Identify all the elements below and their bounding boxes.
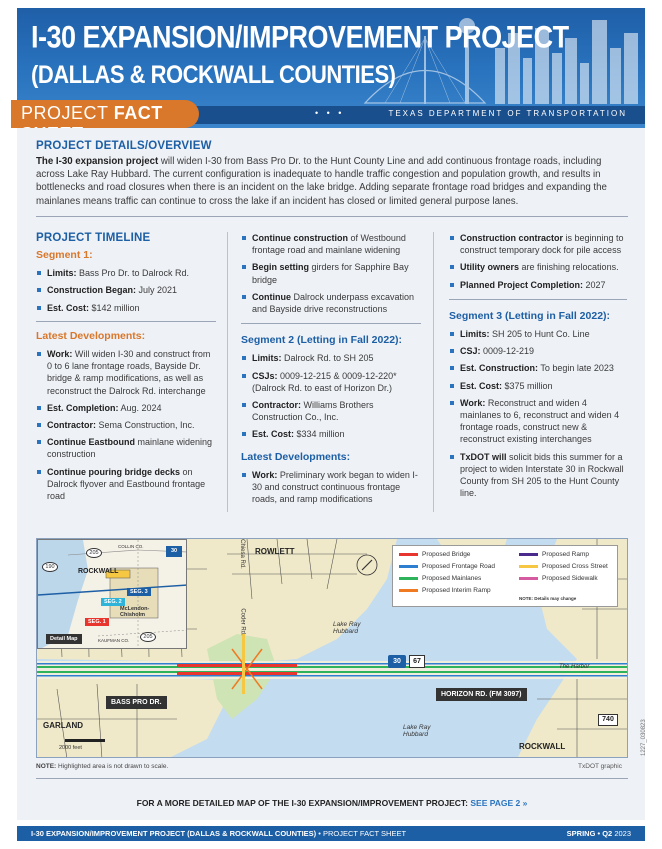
overview-text: will widen I-30 from Bass Pro Dr. to the Hunt County Line and add continuous frontage roads, including across Lake Ray Hubbard. The current configuration is inadequate to handle traffic congestion and population growth, and results in bottlenecks and road closures when there is an incident on the lake bridge. Adding separate frontage road bridges and expanding the mainlanes means traffic can continue to cross the lake if an incident has closed or limited general purpose lanes. (36, 156, 607, 207)
list-item: Contractor: Williams Brothers Construction Co., Inc. (241, 399, 421, 423)
legend-item: Proposed Cross Street (519, 563, 608, 570)
legend-item: Proposed Frontage Road (399, 563, 495, 570)
list-item: Construction Began: July 2021 (36, 284, 216, 296)
divider (36, 778, 628, 779)
inset-graphic (38, 540, 187, 649)
inset-mclendon: McLendon-Chisholm (120, 606, 150, 618)
divider (36, 321, 216, 322)
list-item: Begin setting girders for Sapphire Bay bridge (241, 261, 421, 285)
inset-detail-map (37, 539, 187, 649)
segment-1-dev-list-cont (241, 232, 421, 315)
list-item: Work: Preliminary work began to widen I-30 and construct continuous frontage roads, and ramp modifications (241, 469, 421, 506)
segment-2-dev-list (241, 469, 421, 506)
list-item: CSJs: 0009-12-215 & 0009-12-220* (Dalrock Rd. to east of Horizon Dr.) (241, 370, 421, 394)
inset-seg2: SEG. 2 (101, 598, 125, 606)
segment-1-title: Segment 1: (36, 249, 93, 261)
divider (241, 323, 421, 324)
list-item: Construction contractor is beginning to construct temporary dock for pile access (449, 232, 627, 256)
segment-1-dev-list (36, 348, 216, 502)
legend-swatch (519, 565, 538, 568)
legend-swatch (519, 553, 538, 556)
inset-i30-icon: 30 (166, 546, 182, 557)
road-chiesa: Chiesa Rd. (238, 539, 245, 569)
title-line-2: (DALLAS & ROCKWALL COUNTIES) (31, 60, 396, 89)
inset-route-190-icon: 190 (42, 562, 58, 572)
lake-label-2: Lake Ray Hubbard (403, 724, 431, 738)
list-item: Est. Cost: $142 million (36, 302, 216, 314)
us67-shield-icon: 67 (409, 655, 425, 668)
list-item: Est. Cost: $334 million (241, 428, 421, 440)
list-item: Work: Reconstruct and widen 4 mainlanes to 6, reconstruct and widen 4 frontage roads, construct new & reconstruct existing interchanges (449, 397, 627, 446)
list-item: Continue construction of Westbound frontage road and mainlane widening (241, 232, 421, 256)
list-item: Limits: Bass Pro Dr. to Dalrock Rd. (36, 267, 216, 279)
list-item: Est. Construction: To begin late 2023 (449, 362, 627, 374)
see-page-2-link[interactable]: SEE PAGE 2 » (470, 798, 528, 808)
list-item: Planned Project Completion: 2027 (449, 279, 627, 291)
fact-tab-bold: FACT (113, 103, 163, 123)
lake-label-1: Lake Ray Hubbard (333, 621, 361, 635)
map-note: NOTE: Highlighted area is not drawn to scale. (36, 763, 169, 770)
horizon-label: HORIZON RD. (FM 3097) (436, 688, 527, 701)
inset-kaufman-label: KAUFMAN CO. (98, 638, 130, 643)
timeline-column-2 (241, 232, 421, 510)
see-page-2-line: FOR A MORE DETAILED MAP OF THE I-30 EXPANSION/IMPROVEMENT PROJECT: SEE PAGE 2 » (136, 798, 528, 808)
legend-item: Proposed Bridge (399, 551, 470, 558)
bass-pro-label: BASS PRO DR. (106, 696, 167, 709)
legend-item: Proposed Mainlanes (399, 575, 481, 582)
inset-detail-label: Detail Map (46, 634, 82, 644)
decorative-dots: • • • (315, 108, 345, 118)
harbor-label: The Harbor (559, 664, 590, 670)
list-item: Limits: SH 205 to Hunt Co. Line (449, 328, 627, 340)
list-item: Continue pouring bridge decks on Dalrock flyover and Eastbound frontage road (36, 466, 216, 503)
fm740-shield-icon: 740 (598, 714, 618, 726)
segment-1-dev-title: Latest Developments: (36, 329, 146, 342)
column-divider (227, 232, 228, 512)
legend-swatch (399, 589, 418, 592)
legend-item: Proposed Interim Ramp (399, 587, 491, 594)
place-rockwall: ROCKWALL (519, 742, 566, 751)
divider (36, 216, 628, 217)
legend-swatch (519, 577, 538, 580)
segment-3-list (449, 328, 627, 499)
overview-lead: The I-30 expansion project (36, 156, 159, 167)
inset-rockwall: ROCKWALL (78, 568, 119, 575)
inset-seg1: SEG. 1 (85, 618, 109, 626)
list-item: Continue Dalrock underpass excavation and Bayside drive reconstructions (241, 291, 421, 315)
legend-note: NOTE: Details may change (519, 596, 577, 601)
document-code: 1227_030823 (641, 719, 647, 756)
footer-left: I-30 EXPANSION/IMPROVEMENT PROJECT (DALLAS & ROCKWALL COUNTIES) • PROJECT FACT SHEET (31, 829, 407, 838)
list-item: Continue Eastbound mainlane widening construction (36, 436, 216, 460)
inset-seg3: SEG. 3 (127, 588, 151, 596)
overview-paragraph (36, 155, 628, 208)
divider (449, 299, 627, 300)
i30-shield-icon: 30 (388, 655, 406, 668)
fact-tab-light: PROJECT (21, 103, 114, 123)
legend-swatch (399, 553, 418, 556)
timeline-heading: PROJECT TIMELINE (36, 232, 151, 244)
list-item: TxDOT will solicit bids this summer for a project to widen Interstate 30 in Rockwall County from SH 205 to the Hunt County line. (449, 451, 627, 500)
list-item: Est. Completion: Aug. 2024 (36, 402, 216, 414)
segment-2-dev-list-cont (449, 232, 627, 291)
segment-2-title: Segment 2 (Letting in Fall 2022): (241, 334, 403, 347)
inset-route-205-icon: 205 (86, 548, 102, 558)
segment-1-list (36, 267, 216, 314)
map-credit: TxDOT graphic (578, 763, 622, 770)
list-item: Limits: Dalrock Rd. to SH 205 (241, 352, 421, 364)
legend-swatch (399, 577, 418, 580)
title-line-1: I-30 EXPANSION/IMPROVEMENT PROJECT (31, 20, 569, 55)
list-item: Work: Will widen I-30 and construct from 0 to 6 lane frontage roads, Bayside Dr. bridge & ramp modifications, as well as reconstruct the Dalrock Rd. interchange (36, 348, 216, 397)
place-rowlett: ROWLETT (255, 547, 295, 556)
list-item: Utility owners are finishing relocations. (449, 261, 627, 273)
agency-name: TEXAS DEPARTMENT OF TRANSPORTATION (388, 109, 627, 118)
timeline-column-1 (36, 249, 216, 507)
map-legend (392, 545, 618, 607)
place-garland: GARLAND (43, 721, 83, 730)
footer-right: SPRING • Q2 2023 (566, 829, 631, 838)
inset-route-205b-icon: 205 (140, 632, 156, 642)
column-divider (433, 232, 434, 512)
list-item: Est. Cost: $375 million (449, 380, 627, 392)
segment-2-list (241, 352, 421, 440)
road-coder: Coder Rd. (239, 608, 246, 636)
legend-item: Proposed Sidewalk (519, 575, 598, 582)
overview-heading: PROJECT DETAILS/OVERVIEW (36, 140, 212, 152)
fact-sheet-tab (11, 100, 199, 128)
list-item: Contractor: Sema Construction, Inc. (36, 419, 216, 431)
footer-bar (17, 826, 645, 841)
inset-collin-label: COLLIN CO. (118, 544, 144, 549)
segment-3-title: Segment 3 (Letting in Fall 2022): (449, 309, 611, 322)
legend-item: Proposed Ramp (519, 551, 589, 558)
scale-label: 2000 feet (59, 745, 82, 751)
timeline-column-3 (449, 232, 627, 504)
list-item: CSJ: 0009-12-219 (449, 345, 627, 357)
segment-2-dev-title: Latest Developments: (241, 450, 351, 463)
legend-swatch (399, 565, 418, 568)
